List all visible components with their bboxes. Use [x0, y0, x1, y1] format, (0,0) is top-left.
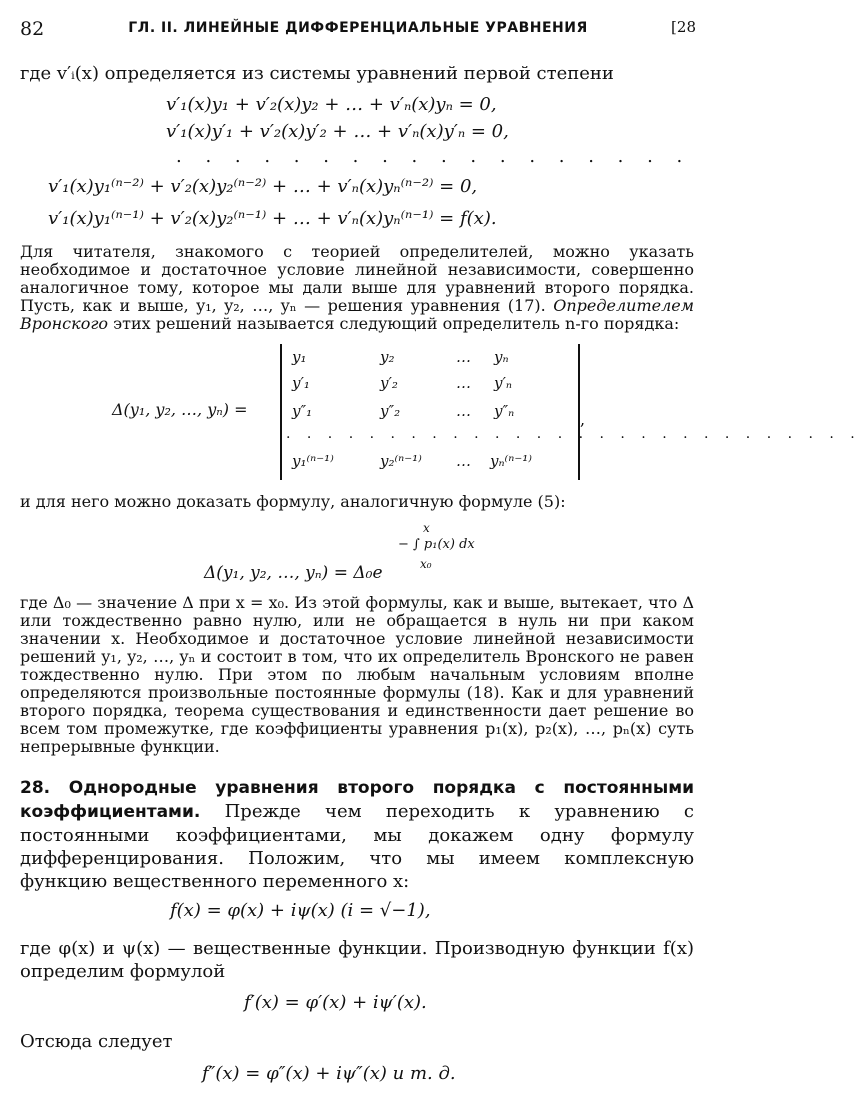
term-wronskian: Определителем Вронского — [20, 296, 694, 333]
system-equation-3: v′₁(x)y₁⁽ⁿ⁻²⁾ + v′₂(x)y₂⁽ⁿ⁻²⁾ + … + v′ₙ(x)yₙ⁽ⁿ⁻²⁾ = 0, — [48, 176, 478, 197]
section-28-heading: 28. Однородные уравнения второго порядка с постоянными коэффициентами. — [20, 778, 694, 822]
cell: yₙ — [494, 348, 509, 366]
cell: y′₁ — [292, 374, 310, 392]
line-follows: Отсюда следует — [20, 1031, 173, 1052]
page-number: 82 — [20, 18, 45, 40]
cell: … — [456, 374, 471, 392]
cell: … — [456, 452, 471, 470]
cell: y″ₙ — [494, 402, 515, 420]
line-real-functions: где φ(x) и ψ(x) — вещественные функции. Производную функции f(x) определим формулой — [20, 938, 694, 982]
equation-complex-function: f(x) = φ(x) + iψ(x) (i = √−1), — [170, 900, 431, 921]
cell: … — [456, 348, 471, 366]
equation-second-derivative: f″(x) = φ″(x) + iψ″(x) и т. д. — [202, 1063, 456, 1084]
cell: y″₁ — [292, 402, 313, 420]
exponent-integral: − ∫ p₁(x) dx — [398, 537, 475, 552]
determinant-ellipsis-row: . . . . . . . . . . . . . . . . . . . . . . . . . . . . — [286, 426, 861, 442]
determinant-lhs: Δ(y₁, y₂, …, yₙ) = — [112, 400, 248, 419]
wronskian-determinant — [280, 344, 861, 480]
paragraph-wronskian — [20, 243, 694, 333]
cell: yₙ⁽ⁿ⁻¹⁾ — [490, 452, 532, 470]
section-number: [28 — [671, 18, 696, 36]
abel-formula: Δ(y₁, y₂, …, yₙ) = Δ₀e — [204, 563, 383, 583]
cell: y₂ — [380, 348, 395, 366]
paragraph-wronskian-part2: этих решений называется следующий определитель n-го порядка: — [108, 314, 680, 333]
page-header — [20, 14, 696, 42]
line-formula-5: и для него можно доказать формулу, аналогичную формуле (5): — [20, 492, 566, 511]
integral-upper-limit: x — [423, 521, 430, 535]
cell: y₂⁽ⁿ⁻¹⁾ — [380, 452, 422, 470]
system-equation-1: v′₁(x)y₁ + v′₂(x)y₂ + … + v′ₙ(x)yₙ = 0, — [166, 94, 497, 115]
determinant-trailing-comma: , — [580, 410, 586, 429]
section-28-body: Прежде чем переходить к уравнению с постоянными коэффициентами, мы докажем одну формулу дифференцирования. Положим, что мы имеем комплексную функцию вещественного переменного x: — [20, 801, 694, 892]
integral-lower-limit: x₀ — [420, 557, 432, 571]
cell: y″₂ — [380, 402, 401, 420]
cell: y₁⁽ⁿ⁻¹⁾ — [292, 452, 334, 470]
cell: … — [456, 402, 471, 420]
paragraph-after-formula: где Δ₀ — значение Δ при x = x₀. Из этой формулы, как и выше, вытекает, что Δ или тождественно равно нулю, или не обращается в нуль ни при каком значении x. Необходимое и достаточное условие линейной независимости решений y₁, y₂, …, yₙ и состоит в том, что их определитель Вронского не равен тождественно нулю. При этом по любым начальным условиям вполне определяются произвольные постоянные формулы (18). Как и для уравнений второго порядка, теорема существования и единственности дает решение во всем том промежутке, где коэффициенты уравнения p₁(x), p₂(x), …, pₙ(x) суть непрерывные функции. — [20, 593, 694, 756]
cell: y′ₙ — [494, 374, 512, 392]
system-equation-4: v′₁(x)y₁⁽ⁿ⁻¹⁾ + v′₂(x)y₂⁽ⁿ⁻¹⁾ + … + v′ₙ(x)yₙ⁽ⁿ⁻¹⁾ = f(x). — [48, 208, 497, 229]
paragraph-wronskian-part1: Для читателя, знакомого с теорией определителей, можно указать необходимое и достаточное условие линейной независимости, совершенно аналогичное тому, которое мы дали выше для уравнений второго порядка. Пусть, как и выше, y₁, y₂, …, yₙ — решения уравнения (17). — [20, 242, 694, 315]
section-28 — [20, 776, 694, 893]
system-ellipsis-row: . . . . . . . . . . . . . . . . . . — [176, 146, 692, 167]
intro-line: где v′ᵢ(x) определяется из системы уравнений первой степени — [20, 63, 614, 84]
cell: y₁ — [292, 348, 307, 366]
running-title: ГЛ. II. ЛИНЕЙНЫЕ ДИФФЕРЕНЦИАЛЬНЫЕ УРАВНЕНИЯ — [128, 20, 588, 36]
cell: y′₂ — [380, 374, 398, 392]
equation-first-derivative: f′(x) = φ′(x) + iψ′(x). — [244, 992, 427, 1013]
system-equation-2: v′₁(x)y′₁ + v′₂(x)y′₂ + … + v′ₙ(x)y′ₙ = 0, — [166, 121, 509, 142]
